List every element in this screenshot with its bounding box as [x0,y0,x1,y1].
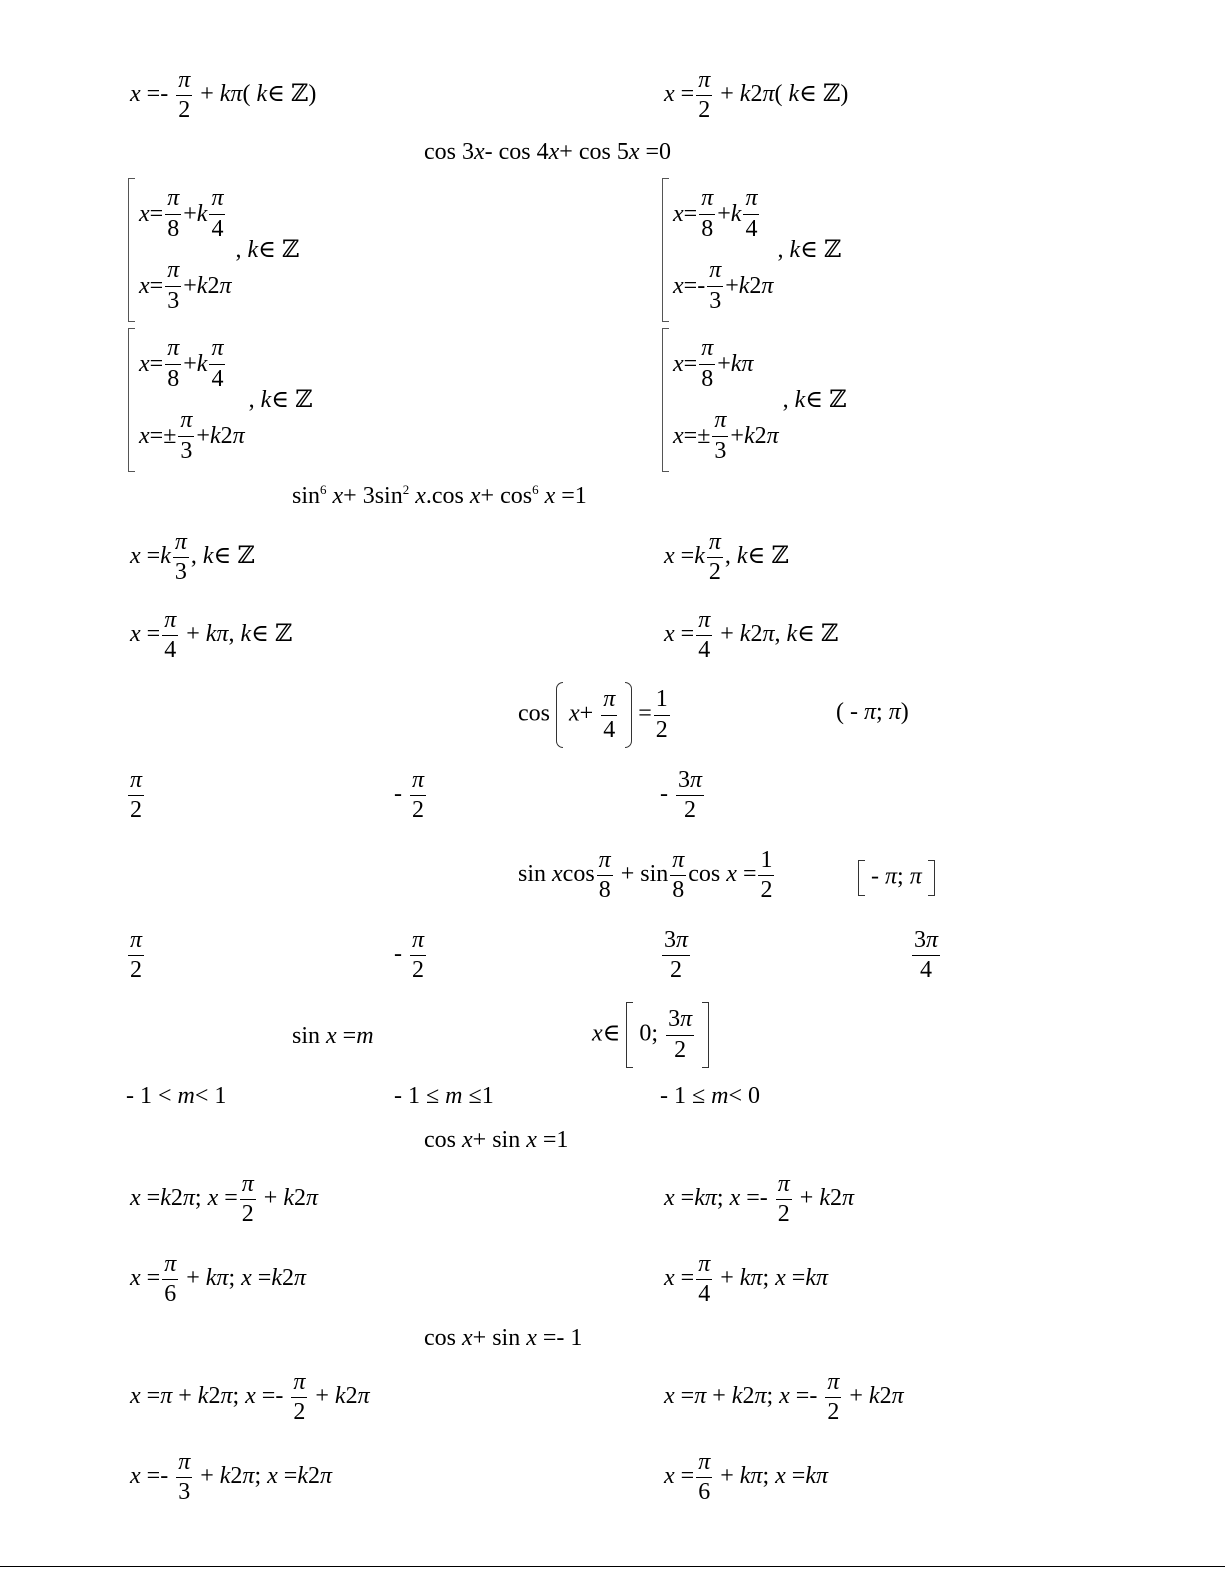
q4-option-b: - $\frac{\pi}{2}$ [394,767,425,824]
q2-option-c: x = $\frac{\pi}{8}$ + k $\frac{\pi}{4}$ x =± $\frac{\pi}{3}$ + k 2 π , k∈ ℤ [128,328,313,472]
q5-option-a: $\frac{\pi}{2}$ [130,927,143,984]
q3-option-c: x = $\frac{\pi}{4}$ + kπ, k∈ ℤ [130,607,293,664]
q8-option-b: x =π + k2π; x =- $\frac{\pi}{2}$ + k2π [664,1369,904,1426]
q8-option-c: x =- $\frac{\pi}{3}$ + k2π; x =k2π [130,1449,333,1506]
q4-interval: ( - π; π) [836,699,909,725]
q7-option-c: x = $\frac{\pi}{6}$ + kπ; x =k2π [130,1251,307,1308]
q1-option-d: x = $\frac{\pi}{2}$ + k2π( k∈ ℤ) [664,67,849,124]
q7-option-b: x =kπ; x =- $\frac{\pi}{2}$ + k2π [664,1171,855,1228]
page-bottom-rule [0,1566,1225,1567]
q6-equation: sin x =m [292,1023,374,1049]
q6-interval: x∈ 0; $\frac{3\pi}{2}$ [592,1002,709,1068]
q8-equation: cos x+ sin x =- 1 [424,1325,583,1351]
q3-option-a: x =k $\frac{\pi}{3}$ , k∈ ℤ [130,529,255,586]
q4-option-a: $\frac{\pi}{2}$ [130,767,143,824]
q1-option-c: x =- $\frac{\pi}{2}$ + kπ( k∈ ℤ) [130,67,317,124]
q5-option-c: $\frac{3\pi}{2}$ [664,927,689,984]
q6-option-c: - 1 ≤ m< 0 [660,1083,761,1109]
q5-equation: sin xcos $\frac{\pi}{8}$ + sin $\frac{\pi}{8}$ cos x = $\frac{1}{2}$ [518,847,773,904]
q7-option-a: x =k2π; x = $\frac{\pi}{2}$ + k2π [130,1171,319,1228]
q7-option-d: x = $\frac{\pi}{4}$ + kπ; x =kπ [664,1251,829,1308]
q5-option-d: $\frac{3\pi}{4}$ [914,927,939,984]
q2-equation: cos 3x- cos 4x+ cos 5x =0 [424,139,672,165]
q4-equation: cos x+ $\frac{\pi}{4}$ = $\frac{1}{2}$ [518,682,672,748]
q6-option-b: - 1 ≤ m ≤1 [394,1083,494,1109]
q2-option-b: x = $\frac{\pi}{8}$ + k $\frac{\pi}{4}$ x =- $\frac{\pi}{3}$ + k 2 π , k∈ ℤ [662,178,841,322]
q8-option-a: x =π + k2π; x =- $\frac{\pi}{2}$ + k2π [130,1369,370,1426]
q5-interval: - π; π [858,860,935,896]
q2-option-d: x = $\frac{\pi}{8}$ + kπ x =± $\frac{\pi}{3}$ + k 2 π , k∈ ℤ [662,328,847,472]
q3-equation: $\sin^6 x+ 3\sin^2$ x.cos $x+ \cos^6 x =1$ [292,482,587,509]
q5-option-b: - $\frac{\pi}{2}$ [394,927,425,984]
q3-option-d: x = $\frac{\pi}{4}$ + k2π, k∈ ℤ [664,607,839,664]
q8-option-d: x = $\frac{\pi}{6}$ + kπ; x =kπ [664,1449,829,1506]
q4-option-c: - $\frac{3\pi}{2}$ [660,767,703,824]
q3-option-b: x =k $\frac{\pi}{2}$ , k∈ ℤ [664,529,789,586]
q6-option-a: - 1 < m< 1 [126,1083,227,1109]
q7-equation: cos x+ sin x =1 [424,1127,569,1153]
q2-option-a: x = $\frac{\pi}{8}$ + k $\frac{\pi}{4}$ x = $\frac{\pi}{3}$ + k 2 π , k∈ ℤ [128,178,299,322]
